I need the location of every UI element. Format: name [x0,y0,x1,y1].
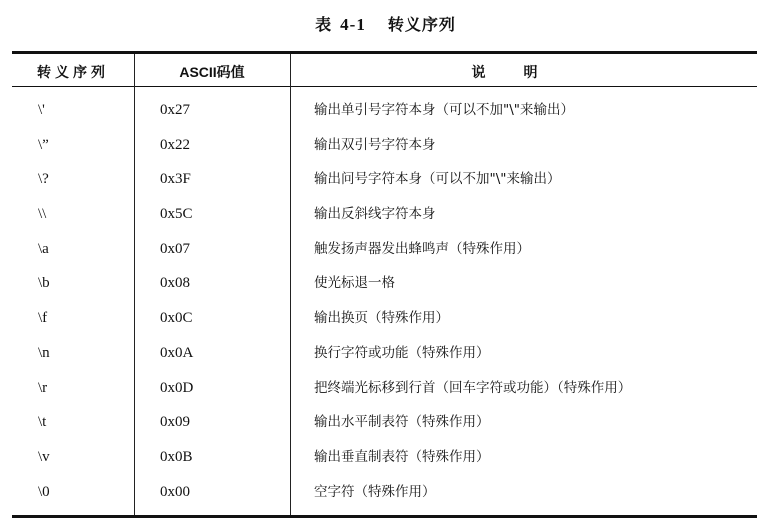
description-cell: 输出双引号字符本身 [314,136,436,153]
ascii-value-cell: 0x0A [160,344,194,361]
ascii-value-cell: 0x08 [160,275,190,292]
header-escape-sequence: 转义序列 [37,65,109,81]
table-row [12,169,757,204]
header-ascii-prefix: ASCII [179,64,217,80]
table-row [12,378,757,413]
escape-sequence-cell: \\ [38,206,47,223]
description-cell: 把终端光标移到行首（回车字符或功能）（特殊作用） [314,379,632,396]
header-description: 说明 [471,65,576,81]
caption-title: 转义序列 [387,15,456,34]
escape-sequence-cell: \t [38,414,47,431]
ascii-value-cell: 0x0B [160,448,193,465]
table-row [12,447,757,482]
ascii-value-cell: 0x09 [160,414,190,431]
table-row [12,308,757,343]
table-row [12,412,757,447]
description-cell: 输出垂直制表符（特殊作用） [314,448,490,465]
description-cell: 触发扬声器发出蜂鸣声（特殊作用） [314,240,530,257]
ascii-value-cell: 0x3F [160,171,191,188]
description-cell: 空字符（特殊作用） [314,483,436,500]
escape-sequence-cell: \b [38,275,50,292]
table-top-rule [12,51,757,54]
escape-sequence-cell: \' [38,102,45,118]
description-cell: 输出问号字符本身（可以不加"\"来输出） [314,171,561,188]
table-header-rule [12,86,757,87]
description-cell: 换行字符或功能（特殊作用） [314,344,490,361]
escape-sequence-cell: \r [38,379,48,396]
table-row [12,482,757,517]
table-caption [0,12,771,35]
table-body [12,100,757,516]
escape-sequence-cell: \n [38,344,50,361]
table-row [12,343,757,378]
ascii-value-cell: 0x5C [160,206,193,223]
caption-label: 表 [315,15,333,34]
escape-sequence-cell: \0 [38,483,50,500]
escape-sequence-cell: \f [38,310,48,327]
ascii-value-cell: 0x0C [160,310,193,327]
table-row [12,100,757,135]
ascii-value-cell: 0x22 [160,136,190,153]
escape-sequence-cell: \a [38,240,49,257]
ascii-value-cell: 0x07 [160,240,190,257]
description-cell: 输出换页（特殊作用） [314,310,449,327]
caption-number: 4-1 [340,15,366,34]
ascii-value-cell: 0x27 [160,102,190,118]
description-cell: 输出反斜线字符本身 [314,206,436,223]
header-ascii-suffix: 码值 [216,65,245,81]
table-row [12,204,757,239]
description-cell: 输出水平制表符（特殊作用） [314,414,490,431]
table-row [12,239,757,274]
description-cell: 使光标退一格 [314,275,395,292]
ascii-value-cell: 0x00 [160,483,190,500]
header-ascii-value [134,62,290,82]
table-row [12,135,757,170]
escape-sequence-cell: \” [38,136,49,153]
escape-sequence-cell: \? [38,171,49,188]
table-row [12,273,757,308]
ascii-value-cell: 0x0D [160,379,194,396]
escape-sequence-cell: \v [38,448,50,465]
description-cell: 输出单引号字符本身（可以不加"\"来输出） [314,102,574,118]
